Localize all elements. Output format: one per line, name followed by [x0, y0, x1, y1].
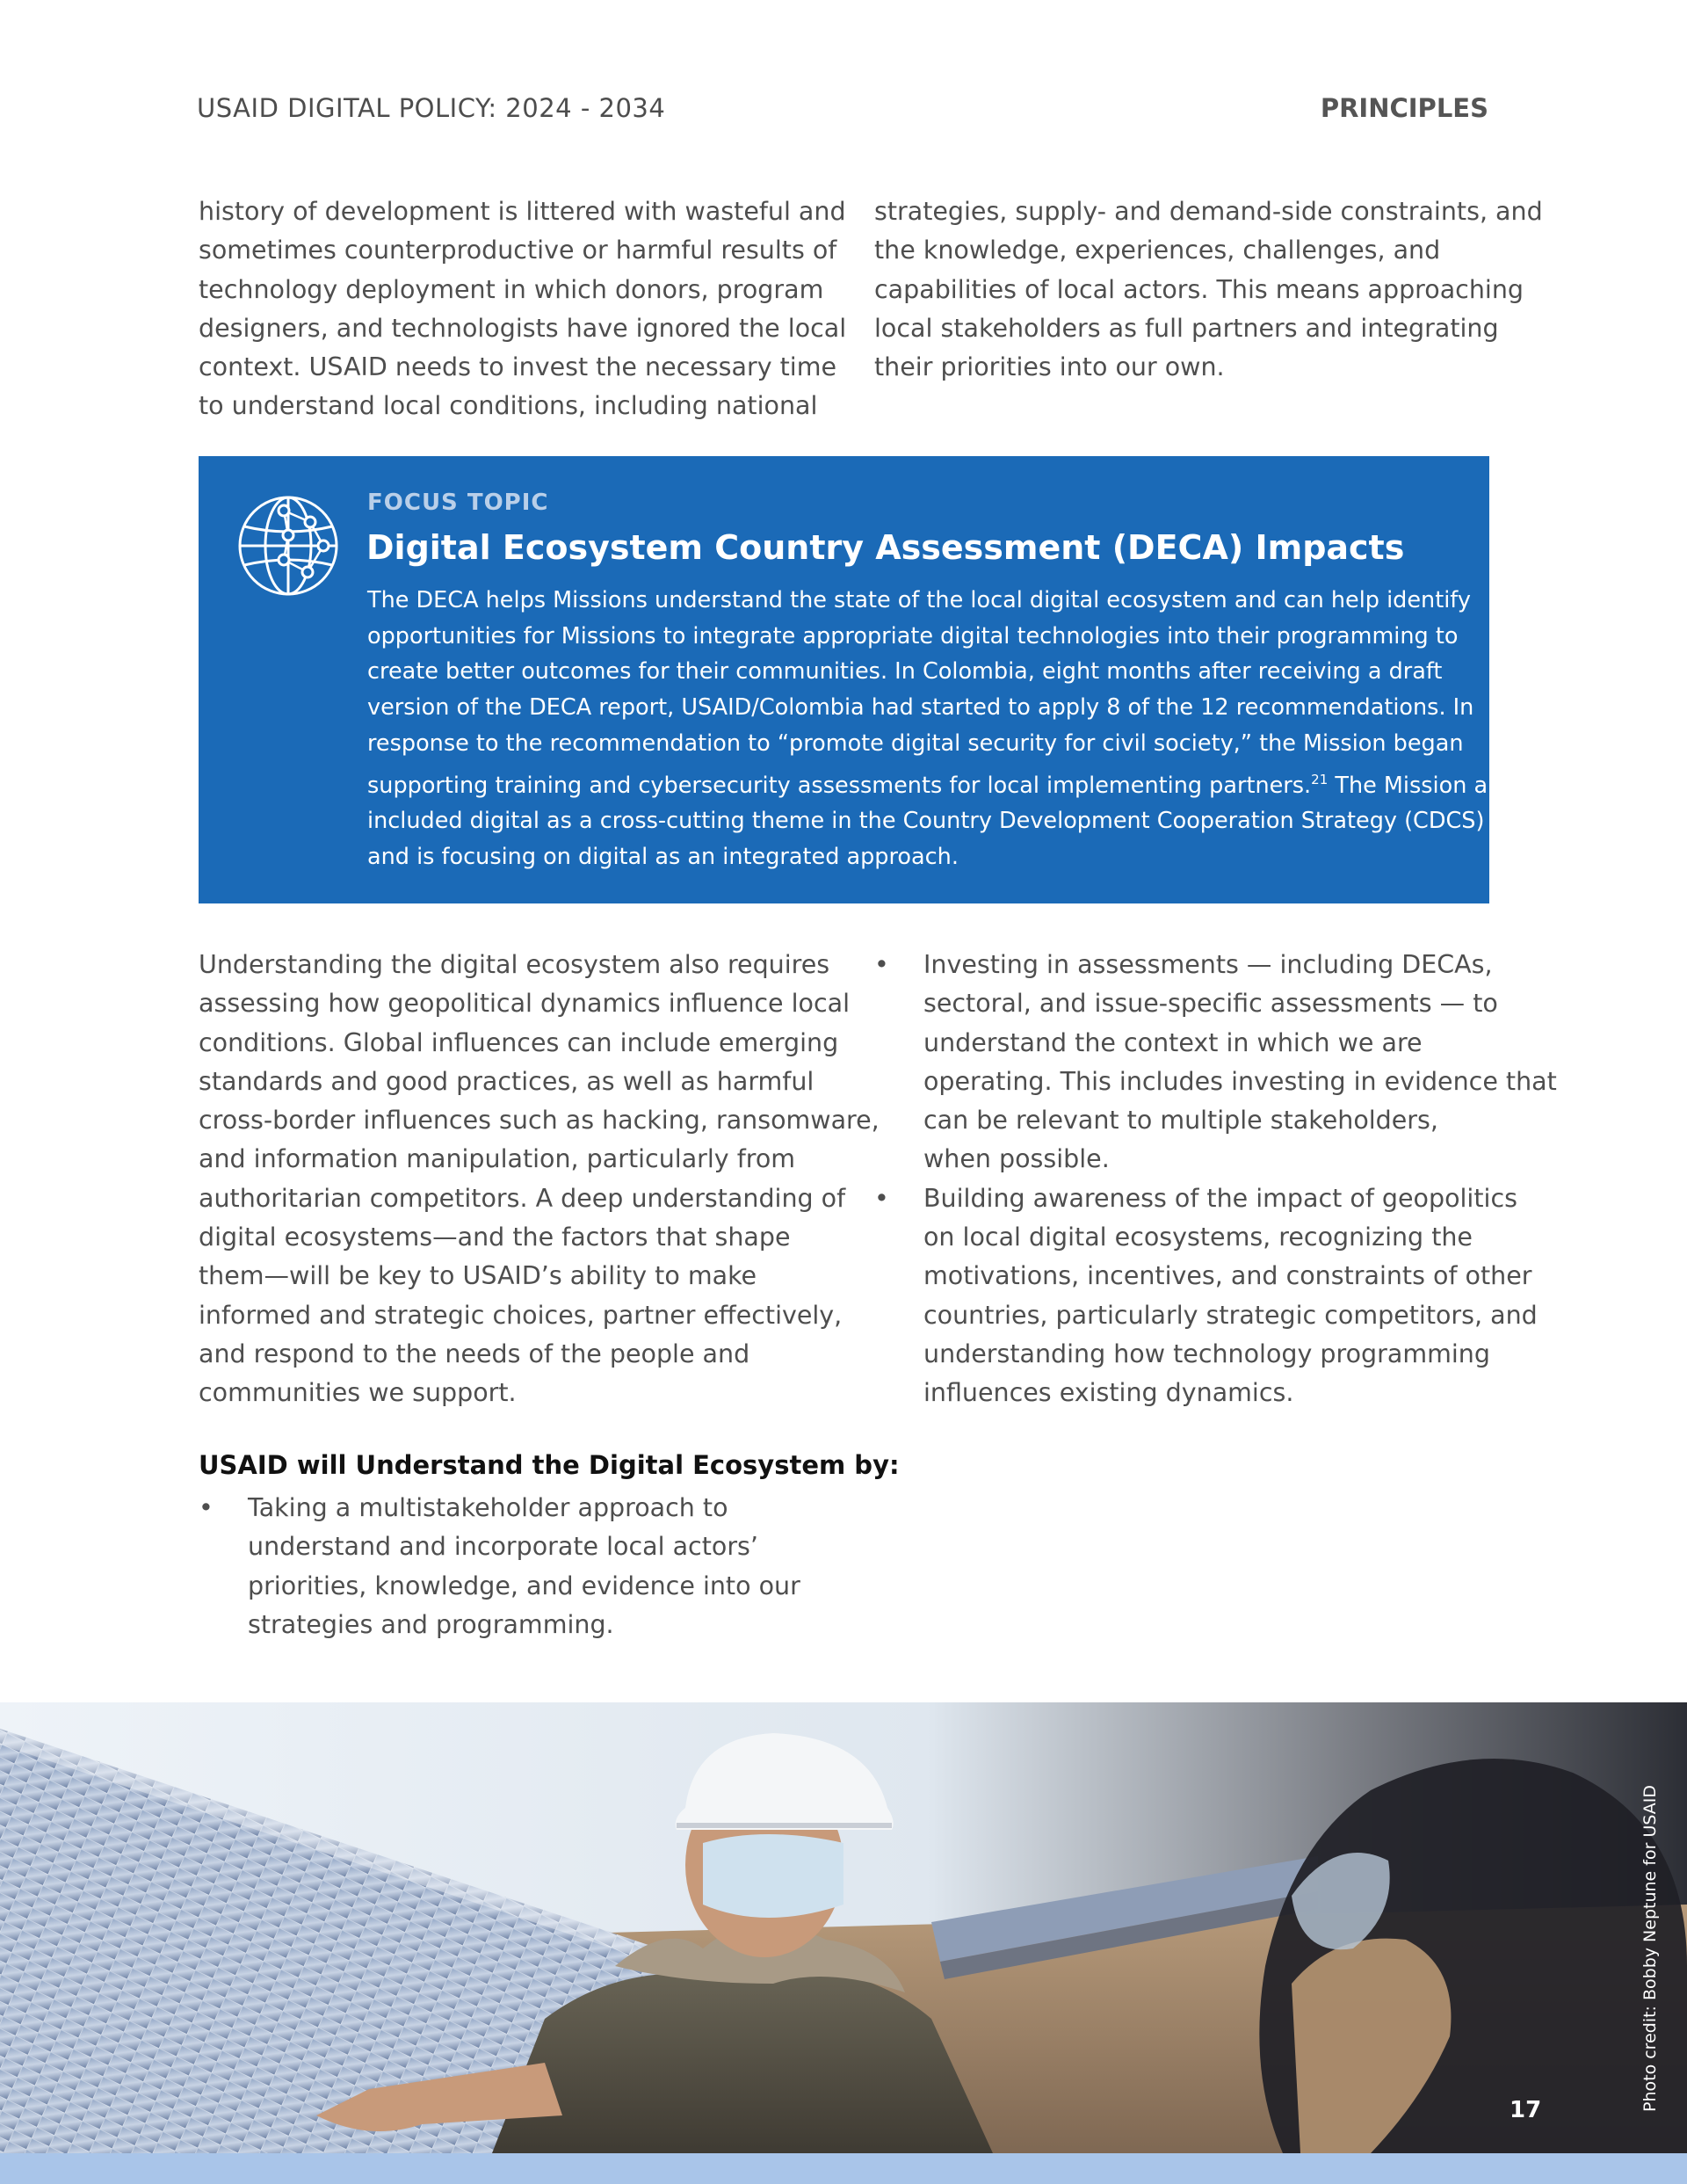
text-line: and information manipulation, particularly from — [199, 1144, 796, 1174]
text-line: response to the recommendation to “promote digital security for civil society,” the Mission began — [367, 729, 1464, 757]
text-line: technology deployment in which donors, program — [199, 274, 824, 304]
text-line: context. USAID needs to invest the necessary time — [199, 352, 837, 382]
text-line: included digital as a cross-cutting theme in the Country Development Cooperation Strategy (CDCS) — [367, 808, 1485, 835]
text-line: sectoral, and issue-specific assessments — to — [923, 989, 1498, 1019]
text-line: strategies, supply- and demand-side constraints, and — [874, 197, 1543, 226]
right-bullet-list — [874, 946, 1557, 1413]
list-item — [874, 1179, 1538, 1413]
text-line: designers, and technologists have ignored the local — [199, 313, 847, 343]
running-header-section: PRINCIPLES — [1320, 93, 1488, 123]
text-line: understand the context in which we are — [923, 1027, 1423, 1057]
list-item — [874, 946, 1557, 1179]
photo-credit: Photo credit: Bobby Neptune for USAID — [1640, 1784, 1660, 2112]
text-line: version of the DECA report, USAID/Colombia had started to apply 8 of the 12 recommendations. In — [367, 694, 1474, 722]
text-line: communities we support. — [199, 1378, 517, 1408]
text-line: standards and good practices, as well as harmful — [199, 1066, 815, 1096]
footer-band — [0, 2153, 1687, 2184]
intro-right-paragraph — [874, 192, 1543, 387]
section-subheading: USAID will Understand the Digital Ecosystem by: — [199, 1450, 900, 1480]
footnote-reference[interactable]: 21 — [1311, 771, 1329, 787]
text-fragment: supporting training and cybersecurity assessments for local implementing partners. — [367, 772, 1312, 799]
text-line: local stakeholders as full partners and integrating — [874, 313, 1499, 343]
text-line: priorities, knowledge, and evidence into our — [248, 1571, 800, 1600]
text-line: operating. This includes investing in evidence that — [923, 1066, 1557, 1096]
text-line: Building awareness of the impact of geopolitics — [923, 1183, 1517, 1213]
text-line: and respond to the needs of the people and — [199, 1339, 750, 1368]
photo-illustration — [0, 1702, 1687, 2153]
solar-worker-photo — [0, 1702, 1687, 2153]
list-item — [199, 1489, 814, 1644]
bullet-icon: • — [199, 1493, 214, 1522]
text-line: create better outcomes for their communities. In Colombia, eight months after receiving a draft — [367, 658, 1443, 686]
focus-topic-title: Digital Ecosystem Country Assessment (DECA) Impacts — [366, 528, 1405, 567]
focus-topic-body — [367, 583, 1520, 875]
text-line: and is focusing on digital as an integrated approach. — [367, 843, 959, 870]
text-line: cross-border influences such as hacking, ransomware, — [199, 1106, 880, 1136]
text-line: countries, particularly strategic competitors, and — [923, 1300, 1538, 1330]
focus-topic-label: FOCUS TOPIC — [367, 490, 549, 516]
body-paragraph — [199, 946, 880, 1413]
text-line: capabilities of local actors. This means approaching — [874, 274, 1524, 304]
text-line: the knowledge, experiences, challenges, and — [874, 236, 1441, 265]
intro-right-column — [874, 192, 1543, 387]
text-line: understanding how technology programming — [923, 1339, 1490, 1368]
text-line: informed and strategic choices, partner effectively, — [199, 1300, 843, 1330]
text-line: Understanding the digital ecosystem also requires — [199, 950, 830, 979]
text-line: when possible. — [923, 1144, 1110, 1174]
intro-left-paragraph — [199, 192, 847, 426]
body-left-column — [199, 946, 880, 1413]
focus-topic-box — [199, 456, 1520, 903]
text-line: can be relevant to multiple stakeholders, — [923, 1106, 1438, 1136]
text-line: digital ecosystems—and the factors that shape — [199, 1223, 791, 1252]
intro-left-column — [199, 192, 847, 426]
text-line: opportunities for Missions to integrate appropriate digital technologies into their programming to — [367, 622, 1459, 649]
text-line: The DECA helps Missions understand the state of the local digital ecosystem and can help identify — [367, 587, 1471, 613]
bullet-icon: • — [874, 950, 889, 979]
text-line: conditions. Global influences can include emerging — [199, 1027, 839, 1057]
running-header-title: USAID DIGITAL POLICY: 2024 - 2034 — [197, 93, 666, 123]
text-line: their priorities into our own. — [874, 352, 1225, 382]
text-line: to understand local conditions, including national — [199, 391, 818, 421]
text-line: Investing in assessments — including DECAs, — [923, 950, 1493, 979]
left-bullet-list — [199, 1489, 814, 1644]
text-line: motivations, incentives, and constraints of other — [923, 1261, 1532, 1291]
text-line: influences existing dynamics. — [923, 1378, 1294, 1408]
text-line: assessing how geopolitical dynamics influence local — [199, 989, 851, 1019]
page-number: 17 — [1510, 2097, 1542, 2123]
text-line: authoritarian competitors. A deep understanding of — [199, 1183, 846, 1213]
text-line: understand and incorporate local actors’ — [248, 1532, 758, 1562]
text-line: sometimes counterproductive or harmful results of — [199, 236, 837, 265]
text-fragment: The Mission also — [1328, 772, 1520, 799]
text-line: strategies and programming. — [248, 1609, 614, 1639]
text-line: Taking a multistakeholder approach to — [248, 1493, 728, 1522]
text-line: on local digital ecosystems, recognizing the — [923, 1223, 1473, 1252]
globe-network-icon — [235, 491, 341, 601]
text-line-with-footnote — [367, 762, 1520, 804]
bullet-icon: • — [874, 1183, 889, 1213]
text-line: them—will be key to USAID’s ability to make — [199, 1261, 757, 1291]
text-line: history of development is littered with wasteful and — [199, 197, 846, 226]
